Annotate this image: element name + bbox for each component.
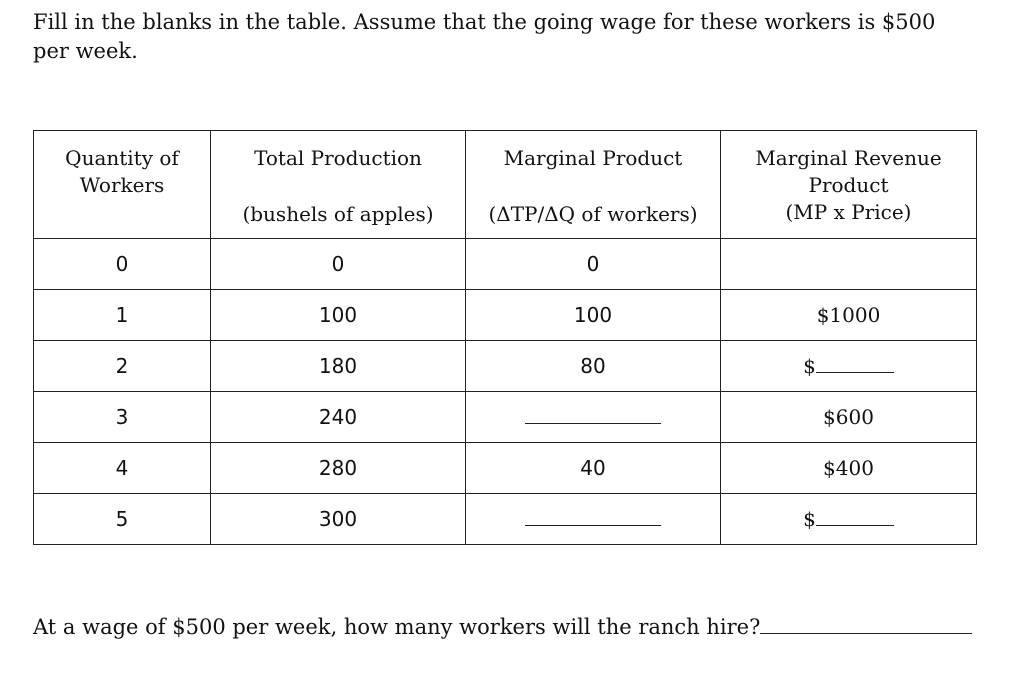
cell-marginal: 40 — [466, 443, 721, 494]
cell-mrp: $600 — [721, 392, 977, 443]
hiring-question — [33, 613, 972, 642]
cell-total: 280 — [211, 443, 466, 494]
production-table — [33, 130, 977, 545]
table-row — [34, 494, 977, 545]
table-row — [34, 392, 977, 443]
question-text: At a wage of $500 per week, how many workers will the ranch hire? — [33, 615, 761, 639]
instructions-text: Fill in the blanks in the table. Assume that the going wage for these workers is $500 per week. — [33, 10, 936, 63]
cell-quantity: 0 — [34, 239, 211, 290]
cell-quantity: 5 — [34, 494, 211, 545]
cell-marginal: 80 — [466, 341, 721, 392]
cell-mrp-empty — [721, 239, 977, 290]
cell-mrp: $1000 — [721, 290, 977, 341]
dollar-sign: $ — [803, 354, 816, 378]
mrp-answer-blank[interactable] — [816, 507, 894, 526]
table-row — [34, 443, 977, 494]
table-row — [34, 239, 977, 290]
table-header-row — [34, 131, 977, 239]
hire-answer-blank[interactable] — [760, 613, 972, 634]
mrp-answer-blank[interactable] — [816, 354, 894, 373]
table-row — [34, 341, 977, 392]
header-mrp: Marginal Revenue Product (MP x Price) — [721, 131, 977, 239]
cell-mrp: $400 — [721, 443, 977, 494]
cell-marginal-blank[interactable] — [466, 392, 721, 443]
cell-quantity: 2 — [34, 341, 211, 392]
cell-total: 180 — [211, 341, 466, 392]
header-quantity: Quantity of Workers — [34, 131, 211, 239]
cell-total: 100 — [211, 290, 466, 341]
marginal-answer-blank[interactable] — [525, 507, 661, 526]
cell-marginal: 0 — [466, 239, 721, 290]
cell-mrp-blank[interactable] — [721, 494, 977, 545]
marginal-answer-blank[interactable] — [525, 405, 661, 424]
cell-total: 0 — [211, 239, 466, 290]
table-row — [34, 290, 977, 341]
cell-marginal-blank[interactable] — [466, 494, 721, 545]
cell-marginal: 100 — [466, 290, 721, 341]
cell-quantity: 1 — [34, 290, 211, 341]
cell-total: 300 — [211, 494, 466, 545]
dollar-sign: $ — [803, 507, 816, 531]
cell-total: 240 — [211, 392, 466, 443]
cell-mrp-blank[interactable] — [721, 341, 977, 392]
cell-quantity: 4 — [34, 443, 211, 494]
cell-quantity: 3 — [34, 392, 211, 443]
header-total-production: Total Production (bushels of apples) — [211, 131, 466, 239]
header-marginal-product: Marginal Product (ΔTP/ΔQ of workers) — [466, 131, 721, 239]
